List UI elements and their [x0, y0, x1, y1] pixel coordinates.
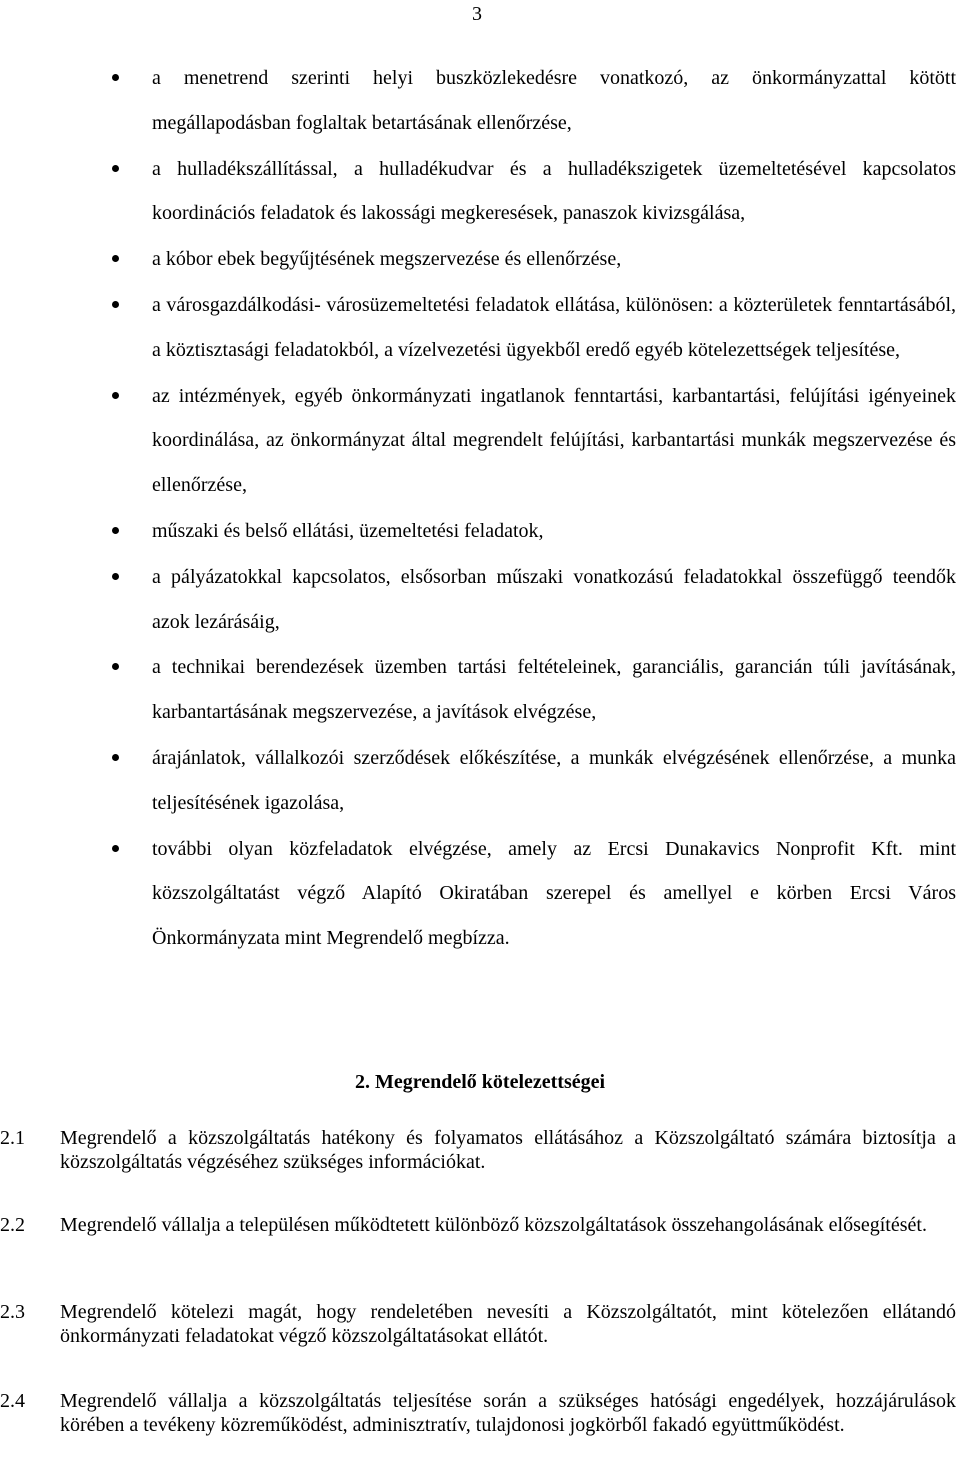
item-text: Megrendelő vállalja a településen működtetett különböző közszolgáltatások összehangolásának elősegítését. [60, 1214, 927, 1236]
duties-bullet-list [0, 56, 960, 962]
list-item [0, 827, 960, 961]
item-number: 2.3 [0, 1301, 25, 1323]
bullet-icon [112, 74, 119, 81]
numbered-item [0, 1213, 960, 1237]
list-item [0, 509, 960, 554]
list-item-text: további olyan közfeladatok elvégzése, amely az Ercsi Dunakavics Nonprofit Kft. mint közszolgáltatást végző Alapító Okiratában szerepel és amellyel e körben Ercsi Város Önkormányzata mint Megrendelő megbízza. [152, 837, 956, 950]
list-item [0, 237, 960, 282]
list-item [0, 555, 960, 645]
list-item-text: árajánlatok, vállalkozói szerződések előkészítése, a munkák elvégzésének ellenőrzése, a munka teljesítésének igazolása, [152, 746, 956, 814]
bullet-icon [112, 301, 119, 308]
list-item [0, 736, 960, 826]
item-number: 2.1 [0, 1127, 25, 1149]
list-item-text: műszaki és belső ellátási, üzemeltetési feladatok, [152, 519, 544, 542]
numbered-item [0, 1389, 960, 1437]
numbered-item [0, 1300, 960, 1348]
bullet-icon [112, 573, 119, 580]
list-item-text: a városgazdálkodási- városüzemeltetési feladatok ellátása, különösen: a közterületek fenntartásából, a köztisztasági feladatokból, a vízelvezetési ügyekből eredő egyéb kötelezettségek teljesítése, [152, 293, 956, 361]
item-number: 2.4 [0, 1390, 25, 1412]
list-item-text: a hulladékszállítással, a hulladékudvar és a hulladékszigetek üzemeltetésével kapcsolatos koordinációs feladatok és lakossági megkeresések, panaszok kivizsgálása, [152, 157, 956, 225]
item-text: Megrendelő a közszolgáltatás hatékony és folyamatos ellátásához a Közszolgáltató számára biztosítja a közszolgáltatás végzéséhez szükséges információkat. [60, 1127, 956, 1173]
list-item-text: a kóbor ebek begyűjtésének megszervezése és ellenőrzése, [152, 248, 622, 271]
list-item [0, 147, 960, 237]
section-heading: 2. Megrendelő kötelezettségei [354, 1071, 606, 1093]
list-item-text: a menetrend szerinti helyi buszközlekedésre vonatkozó, az önkormányzattal kötött megállapodásban foglaltak betartásának ellenőrzése, [152, 67, 956, 134]
item-number: 2.2 [0, 1214, 25, 1236]
bullet-icon [112, 663, 119, 670]
item-text: Megrendelő kötelezi magát, hogy rendeletében nevesíti a Közszolgáltatót, mint kötelezően ellátandó önkormányzati feladatokat végző közszolgáltatásokat ellátót. [60, 1301, 956, 1347]
list-item [0, 56, 960, 146]
list-item-text: az intézmények, egyéb önkormányzati ingatlanok fenntartási, karbantartási, felújítási igényeinek koordinálása, az önkormányzat által megrendelt felújítási, karbantartási munkák megszervezése és ellenőrzése, [152, 384, 956, 497]
list-item-text: a pályázatokkal kapcsolatos, elsősorban műszaki vonatkozású feladatokkal összefüggő teendők azok lezárásáig, [152, 565, 956, 633]
bullet-icon [112, 845, 119, 852]
bullet-icon [112, 165, 119, 172]
list-item [0, 283, 960, 373]
list-item [0, 645, 960, 735]
page-number: 3 [472, 3, 482, 25]
numbered-item [0, 1126, 960, 1174]
bullet-icon [112, 754, 119, 761]
bullet-icon [112, 527, 119, 534]
list-item [0, 374, 960, 508]
item-text: Megrendelő vállalja a közszolgáltatás teljesítése során a szükséges hatósági engedélyek, hozzájárulások körében a tevékeny közreműködést, adminisztratív, tulajdonosi jogkörből fakadó együttműködést. [60, 1390, 956, 1436]
bullet-icon [112, 255, 119, 262]
list-item-text: a technikai berendezések üzemben tartási feltételeinek, garanciális, garancián túli javításának, karbantartásának megszervezése, a javítások elvégzése, [152, 656, 956, 724]
bullet-icon [112, 392, 119, 399]
